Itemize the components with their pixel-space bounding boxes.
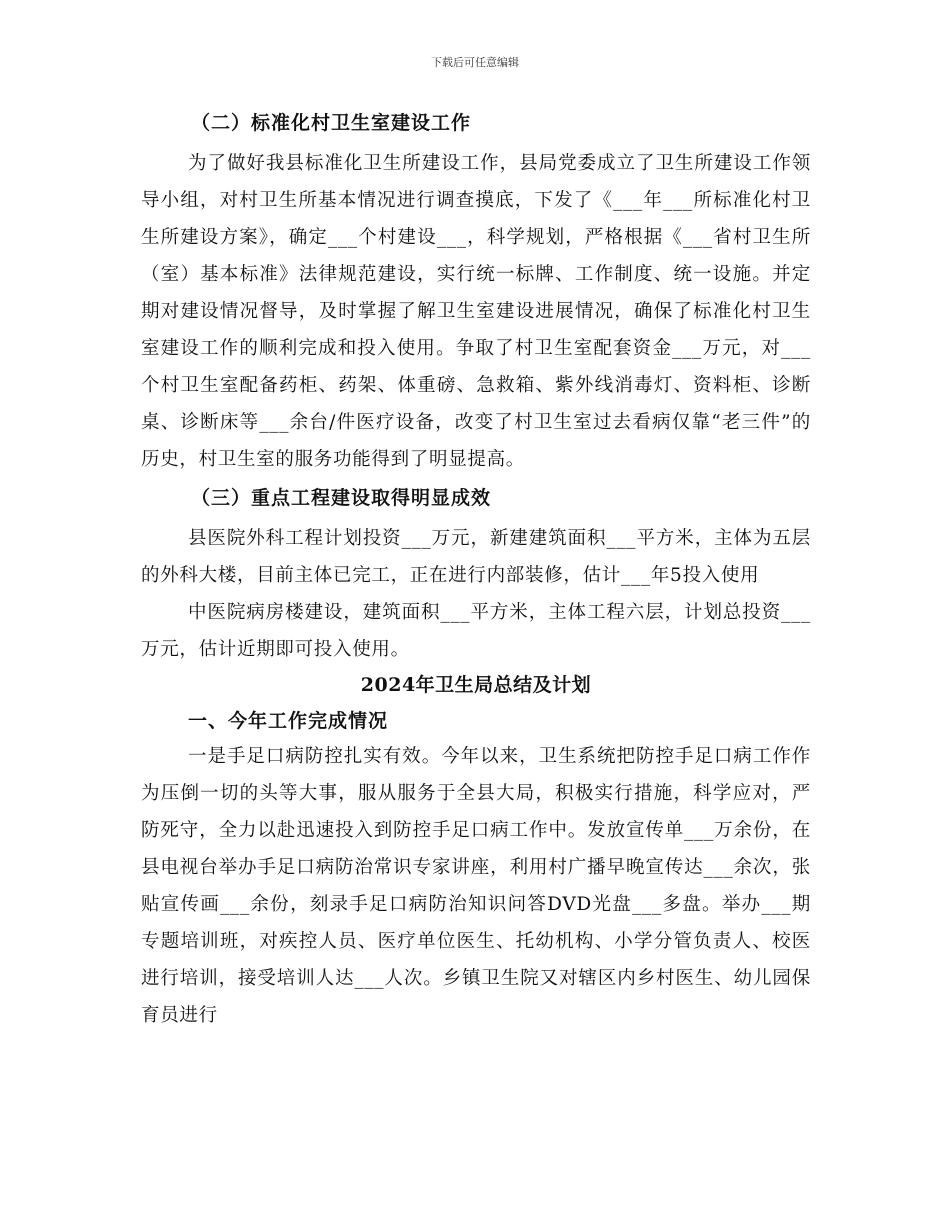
paragraph-tcm-hospital: 中医院病房楼建设，建筑面积___平方米，主体工程六层，计划总投资___万元，估计近期即可投入使用。	[141, 602, 811, 660]
page-header: 下载后可任意编辑	[431, 56, 519, 69]
paragraph-county-hospital: 县医院外科工程计划投资___万元，新建建筑面积___平方米，主体为五层的外科大楼，目前主体已完工，正在进行内部装修，估计___年5投入使用	[141, 528, 811, 586]
document-body	[141, 108, 811, 1034]
section-heading-standard-clinics: （二）标准化村卫生室建设工作	[191, 112, 472, 134]
section-heading-work-completion: 一、今年工作完成情况	[188, 710, 389, 732]
document-title: 2024年卫生局总结及计划	[360, 674, 592, 696]
section-heading-key-projects: （三）重点工程建设取得明显成效	[191, 487, 492, 509]
paragraph-hfmd-prevention: 一是手足口病防控扎实有效。今年以来，卫生系统把防控手足口病工作作为压倒一切的头等大事，服从服务于全县大局，积极实行措施，科学应对，严防死守，全力以赴迅速投入到防控手足口病工作中。发放宣传单___万余份，在县电视台举办手足口病防治常识专家讲座，利用村广播早晚宣传达___余次，张贴宣传画___余份，刻录手足口病防治知识问答DVD光盘___多盘。举办___期专题培训班，对疾控人员、医疗单位医生、托幼机构、小学分管负责人、校医进行培训，接受培训人达___人次。乡镇卫生院又对辖区内乡村医生、幼儿园保育员进行	[141, 746, 811, 1026]
paragraph-standard-clinics: 为了做好我县标准化卫生所建设工作，县局党委成立了卫生所建设工作领导小组，对村卫生所基本情况进行调查摸底，下发了《___年___所标准化村卫生所建设方案》，确定___个村建设___，科学规划，严格根据《___省村卫生所（室）基本标准》法律规范建设，实行统一标牌、工作制度、统一设施。并定期对建设情况督导，及时掌握了解卫生室建设进展情况，确保了标准化村卫生室建设工作的顺利完成和投入使用。争取了村卫生室配套资金___万元，对___个村卫生室配备药柜、药架、体重磅、急救箱、紫外线消毒灯、资料柜、诊断桌、诊断床等___余台/件医疗设备，改变了村卫生室过去看病仅靠“老三件”的历史，村卫生室的服务功能得到了明显提高。	[141, 153, 811, 470]
